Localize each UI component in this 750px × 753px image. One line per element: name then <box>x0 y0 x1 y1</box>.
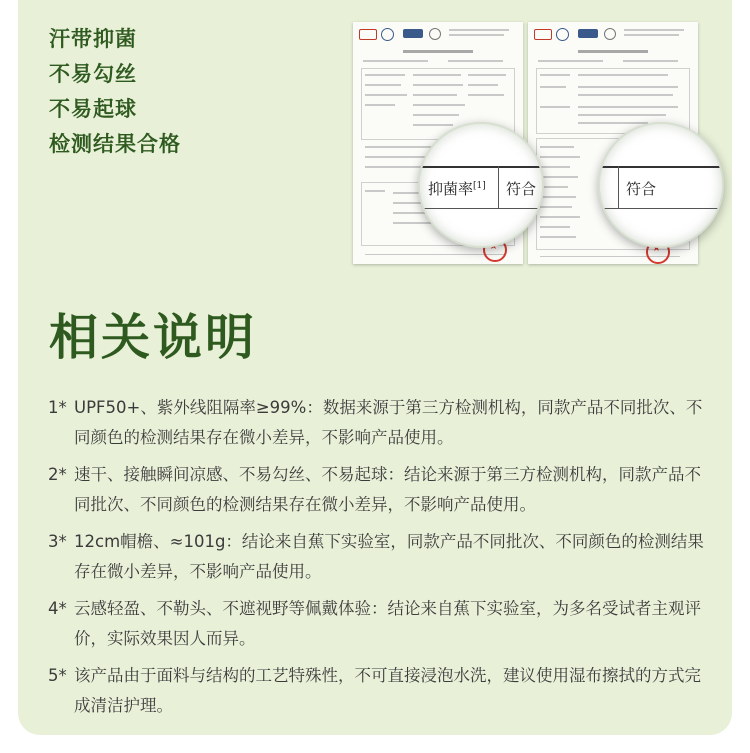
lab-logo-icon <box>604 28 616 40</box>
claim-item: 检测结果合格 <box>49 132 181 156</box>
note-item <box>48 594 714 654</box>
magnifier-right <box>598 122 724 248</box>
note-number: 4* <box>48 599 67 618</box>
magnifier-left <box>418 122 544 248</box>
magnified-label: 抑菌率[1] <box>428 180 486 198</box>
note-number: 3* <box>48 532 67 551</box>
claim-item: 不易起球 <box>49 97 137 121</box>
note-item <box>48 393 714 453</box>
feature-claims <box>49 22 181 162</box>
report-logos <box>534 29 692 43</box>
claim-item: 汗带抑菌 <box>49 27 137 51</box>
ma-logo-icon <box>534 29 552 40</box>
magnified-result: 符合 <box>626 180 657 198</box>
note-text: 云感轻盈、不勒头、不遮视野等佩戴体验：结论来自蕉下实验室，为多名受试者主观评价，实际效果因人而异。 <box>74 599 701 648</box>
lab-logo-icon <box>429 28 441 40</box>
note-number: 5* <box>48 666 67 685</box>
ilac-logo-icon <box>381 28 394 41</box>
note-number: 2* <box>48 465 67 484</box>
claim-item: 不易勾丝 <box>49 62 137 86</box>
note-number: 1* <box>48 398 67 417</box>
notes-list <box>48 393 714 728</box>
ma-logo-icon <box>359 29 377 40</box>
note-text: 该产品由于面料与结构的工艺特殊性，不可直接浸泡水洗，建议使用湿布擦拭的方式完成清洁护理。 <box>74 666 701 715</box>
section-title: 相关说明 <box>49 309 258 366</box>
note-text: UPF50+、紫外线阻隔率≥99%：数据来源于第三方检测机构，同款产品不同批次、不同颜色的检测结果存在微小差异，不影响产品使用。 <box>74 398 703 447</box>
cnas-logo-icon <box>578 29 598 38</box>
report-logos <box>359 29 517 43</box>
info-card <box>18 0 732 735</box>
ilac-logo-icon <box>556 28 569 41</box>
note-text: 12cm帽檐、≈101g：结论来自蕉下实验室，同款产品不同批次、不同颜色的检测结果存在微小差异，不影响产品使用。 <box>74 532 704 581</box>
note-item <box>48 527 714 587</box>
magnified-result: 符合 <box>506 180 537 198</box>
note-item <box>48 460 714 520</box>
note-item <box>48 661 714 721</box>
note-text: 速干、接触瞬间凉感、不易勾丝、不易起球：结论来源于第三方检测机构，同款产品不同批次、不同颜色的检测结果存在微小差异，不影响产品使用。 <box>74 465 701 514</box>
cnas-logo-icon <box>403 29 423 38</box>
